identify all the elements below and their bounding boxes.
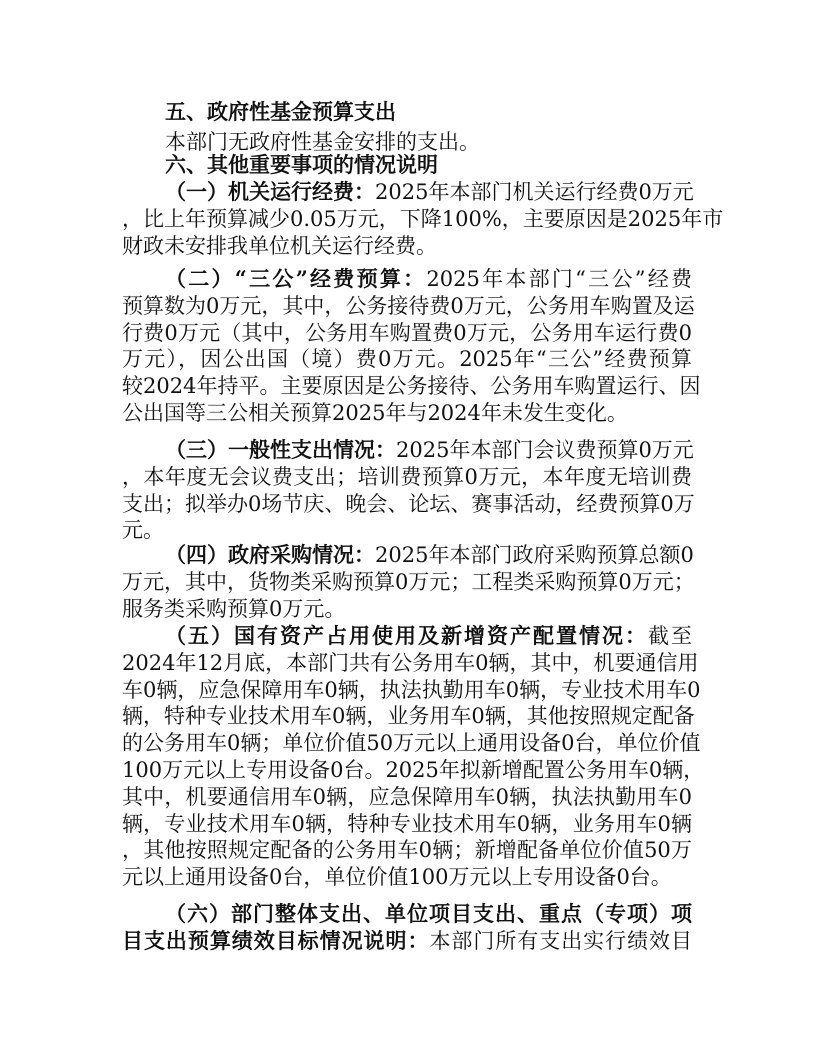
section6-title: 六、其他重要事项的情况说明 <box>165 152 438 177</box>
section5-title: 五、政府性基金预算支出 <box>165 99 396 124</box>
paragraph-text: 辆，专业技术用车0辆，特种专业技术用车0辆，业务用车0辆 <box>122 811 692 836</box>
section5-body: 本部门无政府性基金安排的支出。 <box>165 129 480 154</box>
paragraph-line <box>122 400 692 427</box>
paragraph <box>122 542 695 622</box>
paragraph-text: 截至 <box>648 624 692 648</box>
paragraph-text: 较2024年持平。主要原因是公务接待、公务用车购置运行、因 <box>122 374 701 399</box>
paragraph-text: 的公务用车0辆；单位价值50万元以上通用设备0台，单位价值 <box>122 731 701 756</box>
paragraph-text: 服务类采购预算0万元。 <box>122 596 346 621</box>
paragraph-line <box>122 373 701 400</box>
paragraph-heading: （二）“三公”经费预算： <box>165 266 427 291</box>
paragraph-text: 2025年本部门“三公”经费 <box>426 267 692 291</box>
paragraph-heading: （六）部门整体支出、单位项目支出、重点（专项）项 <box>165 901 692 926</box>
paragraph-text: 元。 <box>122 518 164 543</box>
paragraph-text: 辆，特种专业技术用车0辆，业务用车0辆，其他按照规定配备 <box>122 704 695 729</box>
paragraph-line <box>122 757 705 784</box>
paragraph-heading: （三）一般性支出情况： <box>165 437 396 462</box>
paragraph-line <box>122 596 692 623</box>
paragraph-line <box>122 811 692 838</box>
paragraph-text: 100万元以上专用设备0台。2025年拟新增配置公务用车0辆， <box>122 757 705 782</box>
paragraph-text: ，本年度无会议费支出；培训费预算0万元，本年度无培训费 <box>122 464 692 489</box>
paragraph-line <box>122 206 724 233</box>
paragraph-line <box>122 623 692 650</box>
paragraph-text: 元以上通用设备0台，单位价值100万元以上专用设备0台。 <box>122 865 672 890</box>
paragraph-text: 2025年本部门政府采购预算总额0 <box>375 543 694 567</box>
paragraph-text: ，比上年预算减少0.05万元，下降100%，主要原因是2025年市 <box>122 206 724 231</box>
paragraph-text: 车0辆，应急保障用车0辆，执法执勤用车0辆，专业技术用车0 <box>122 677 701 702</box>
paragraph-text: 万元，其中，货物类采购预算0万元；工程类采购预算0万元； <box>122 569 695 594</box>
paragraph-heading: （五）国有资产占用使用及新增资产配置情况： <box>165 623 648 648</box>
paragraph-heading: （四）政府采购情况： <box>165 542 375 567</box>
paragraph-heading: 目支出预算绩效目标情况说明： <box>122 927 430 953</box>
paragraph-line <box>122 437 692 464</box>
paragraph-line <box>122 233 692 260</box>
paragraph-line <box>122 703 695 730</box>
paragraph-line <box>122 179 692 206</box>
section6-title-block <box>122 152 692 179</box>
paragraph-line <box>122 346 692 373</box>
paragraph-line <box>122 542 692 569</box>
paragraph-text: ，其他按照规定配备的公务用车0辆；新增配备单位价值50万 <box>122 838 692 863</box>
paragraph-line <box>122 464 692 491</box>
paragraph-line <box>122 293 695 320</box>
paragraph <box>122 437 695 544</box>
paragraph-line <box>122 837 692 864</box>
paragraph-text: 行费0万元（其中，公务用车购置费0万元，公务用车运行费0 <box>122 320 692 345</box>
paragraph-text: 支出；拟举办0场节庆、晚会、论坛、赛事活动，经费预算0万 <box>122 491 695 516</box>
paragraph-text: 2025年本部门机关运行经费0万元 <box>375 180 694 204</box>
paragraph-text: 其中，机要通信用车0辆，应急保障用车0辆，执法执勤用车0 <box>122 784 692 809</box>
paragraph-text: 2024年12月底，本部门共有公务用车0辆，其中，机要通信用 <box>122 650 699 675</box>
section5 <box>122 99 692 156</box>
paragraph-text: 万元），因公出国（境）费0万元。2025年“三公”经费预算 <box>122 347 692 372</box>
paragraph-text: 本部门所有支出实行绩效目 <box>429 928 693 953</box>
paragraph <box>122 901 692 955</box>
paragraph-line <box>122 491 695 518</box>
paragraph-line <box>122 650 699 677</box>
paragraph <box>122 266 701 427</box>
paragraph-text: 财政未安排我单位机关运行经费。 <box>122 233 437 258</box>
paragraph <box>122 623 705 891</box>
paragraph-line <box>122 569 695 596</box>
paragraph-heading: （一）机关运行经费： <box>165 179 375 204</box>
paragraph <box>122 179 724 259</box>
paragraph-line <box>122 677 701 704</box>
paragraph-line <box>122 517 692 544</box>
paragraph-line <box>122 864 692 891</box>
paragraph-line <box>122 320 692 347</box>
paragraph-text: 预算数为0万元，其中，公务接待费0万元，公务用车购置及运 <box>122 293 695 318</box>
paragraph-line <box>122 266 692 293</box>
paragraph-line <box>122 730 701 757</box>
paragraph-text: 2025年本部门会议费预算0万元 <box>396 438 694 462</box>
paragraph-text: 公出国等三公相关预算2025年与2024年未发生变化。 <box>122 400 628 425</box>
paragraph-line <box>122 784 692 811</box>
